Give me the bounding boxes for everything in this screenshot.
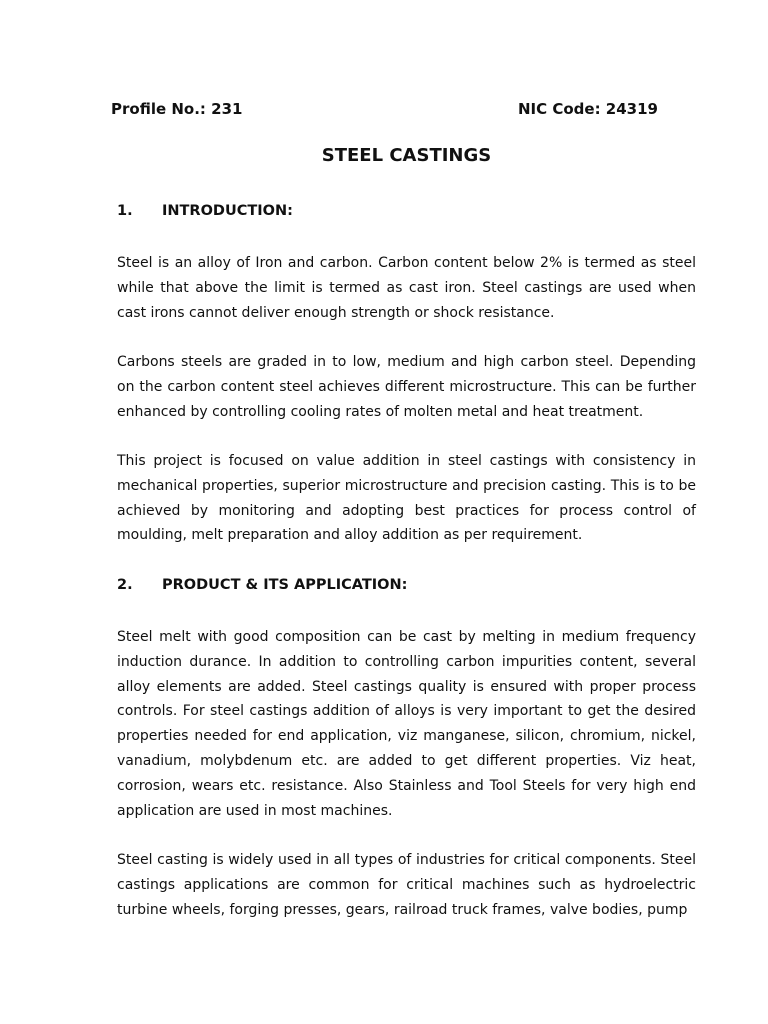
section-title: PRODUCT & ITS APPLICATION: — [162, 577, 408, 593]
profile-number: Profile No.: 231 — [111, 100, 243, 118]
section-number: 1. — [117, 203, 133, 219]
paragraph: This project is focused on value addition in steel castings with consistency in mechanical properties, superior microstructure and precision casting. This is to be achieved by monitoring and adopting best practices for process control of moulding, melt preparation and alloy addition as per requirement. — [117, 453, 696, 544]
paragraph: Carbons steels are graded in to low, medium and high carbon steel. Depending on the carbon content steel achieves different microstructure. This can be further enhanced by controlling cooling rates of molten metal and heat treatment. — [117, 354, 696, 420]
section-number: 2. — [117, 577, 133, 593]
nic-code: NIC Code: 24319 — [518, 100, 658, 118]
paragraph: Steel casting is widely used in all types of industries for critical components. Steel castings applications are common for critical machines such as hydroelectric turbine wheels, forging presses, gears, railroad truck frames, valve bodies, pump — [117, 852, 696, 918]
document-title: STEEL CASTINGS — [321, 145, 492, 166]
section-heading-product-application — [117, 577, 407, 593]
section-title: INTRODUCTION: — [162, 203, 293, 219]
document-header — [111, 100, 658, 118]
paragraph: Steel is an alloy of Iron and carbon. Carbon content below 2% is termed as steel while that above the limit is termed as cast iron. Steel castings are used when cast irons cannot deliver enough strength or shock resistance. — [117, 255, 696, 321]
section-heading-introduction — [117, 203, 293, 219]
paragraph: Steel melt with good composition can be cast by melting in medium frequency induction durance. In addition to controlling carbon impurities content, several alloy elements are added. Steel castings quality is ensured with proper process controls. For steel castings addition of alloys is very important to get the desired properties needed for end application, viz manganese, silicon, chromium, nickel, vanadium, molybdenum etc. are added to get different properties. Viz heat, corrosion, wears etc. resistance. Also Stainless and Tool Steels for very high end application are used in most machines. — [117, 629, 696, 819]
